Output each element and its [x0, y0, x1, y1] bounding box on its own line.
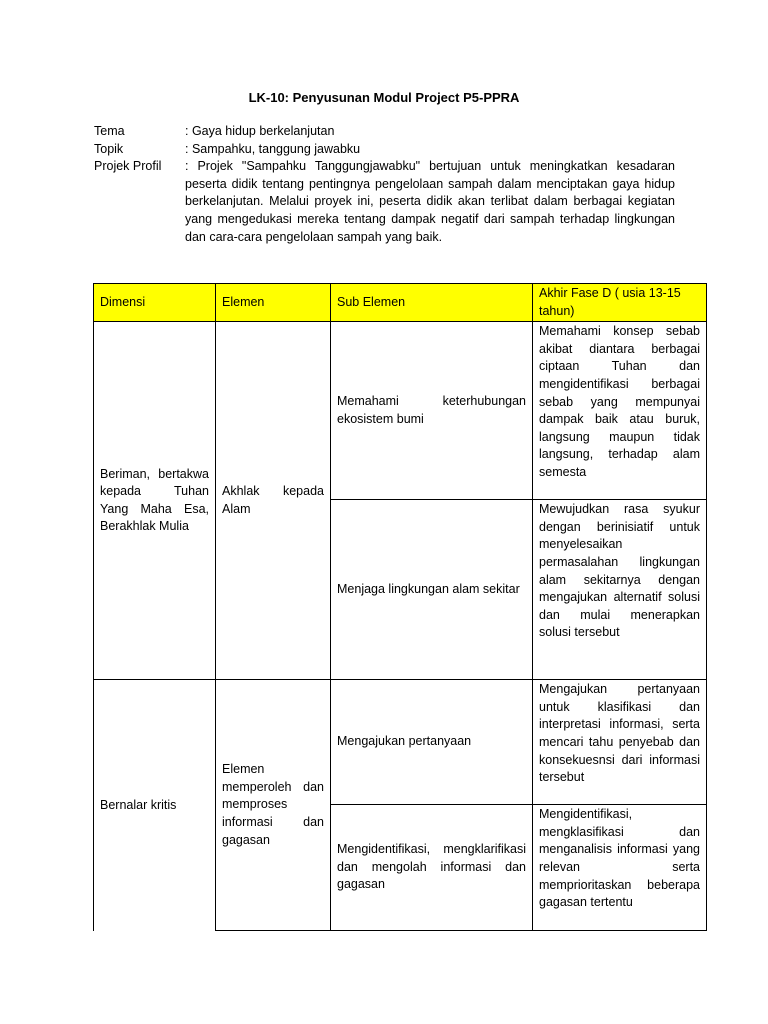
projek-profil-row	[94, 158, 675, 246]
table-header-row	[94, 284, 707, 322]
header-akhir-fase: Akhir Fase D ( usia 13-15 tahun)	[533, 284, 707, 322]
topik-label: Topik	[94, 141, 124, 156]
dimensi-cell: Beriman, bertakwa kepada Tuhan Yang Maha Esa, Berakhlak Mulia	[94, 322, 216, 680]
topik-value: : Sampahku, tanggung jawabku	[185, 141, 361, 156]
document-title: LK-10: Penyusunan Modul Project P5-PPRA	[248, 90, 520, 105]
p5-table	[93, 283, 707, 931]
header-sub-elemen: Sub Elemen	[331, 284, 533, 322]
tema-label: Tema	[94, 124, 125, 138]
projek-profil-value: : Projek "Sampahku Tanggungjawabku" bertujuan untuk meningkatkan kesadaran peserta didik tentang pentingnya pengelolaan sampah dalam menciptakan gaya hidup berkelanjutan. Melalui proyek ini, peserta didik akan terlibat dalam berbagai kegiatan yang mengedukasi mereka tentang dampak negatif dari sampah terhadap lingkungan dan cara-cara pengelolaan sampah yang baik.	[185, 159, 675, 244]
sub-elemen-cell: Mengidentifikasi, mengklarifikasi dan mengolah informasi dan gagasan	[331, 805, 533, 931]
elemen-cell: Akhlak kepada Alam	[216, 322, 331, 680]
table-row	[94, 680, 707, 805]
akhir-fase-cell: Memahami konsep sebab akibat diantara berbagai ciptaan Tuhan dan mengidentifikasi berbagai sebab yang mempunyai dampak baik atau buruk, langsung maupun tidak langsung, terhadap alam semesta	[533, 322, 707, 500]
table-row	[94, 322, 707, 500]
akhir-fase-cell: Mengidentifikasi, mengklasifikasi dan menganalisis informasi yang relevan serta memprioritaskan beberapa gagasan tertentu	[533, 805, 707, 931]
meta-section	[94, 123, 675, 246]
sub-elemen-cell: Menjaga lingkungan alam sekitar	[331, 500, 533, 680]
sub-elemen-cell: Mengajukan pertanyaan	[331, 680, 533, 805]
sub-elemen-cell: Memahami keterhubungan ekosistem bumi	[331, 322, 533, 500]
header-elemen: Elemen	[216, 284, 331, 322]
akhir-fase-cell: Mewujudkan rasa syukur dengan berinisiatif untuk menyelesaikan permasalahan lingkungan alam sekitarnya dengan mengajukan alternatif solusi dan mulai menerapkan solusi tersebut	[533, 500, 707, 680]
akhir-fase-cell: Mengajukan pertanyaan untuk klasifikasi dan interpretasi informasi, serta mencari tahu penyebab dan konsekuesnsi dari informasi tersebut	[533, 680, 707, 805]
projek-profil-label: Projek Profil	[94, 159, 162, 174]
elemen-cell: Elemen memperoleh dan memproses informasi dan gagasan	[216, 680, 331, 931]
tema-value: : Gaya hidup berkelanjutan	[185, 124, 335, 138]
topik-row	[94, 141, 675, 159]
dimensi-cell: Bernalar kritis	[94, 680, 216, 931]
tema-row	[94, 123, 675, 141]
header-dimensi: Dimensi	[94, 284, 216, 322]
